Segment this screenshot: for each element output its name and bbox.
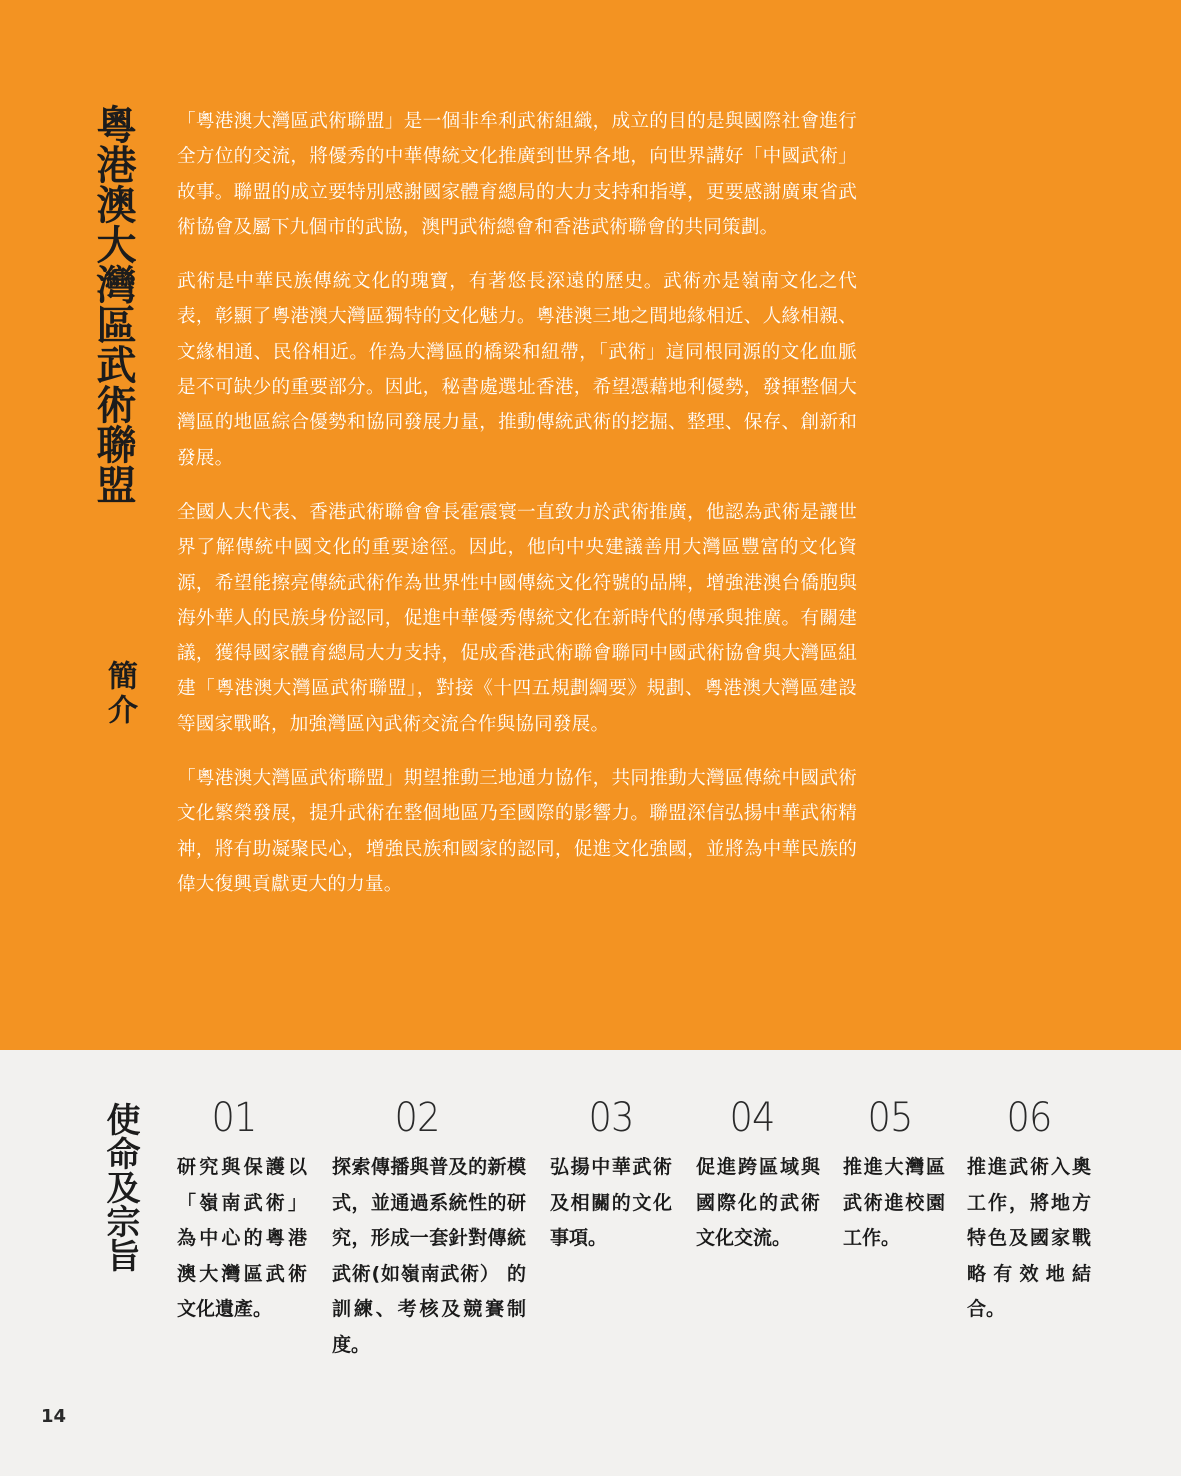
mission-number: 03 <box>588 1095 634 1141</box>
mission-item <box>332 1094 526 1363</box>
mission-text: 弘揚中華武術及相關的文化事項。 <box>550 1156 672 1249</box>
intro-paragraph: 「粵港澳大灣區武術聯盟」期望推動三地通力協作，共同推動大灣區傳統中國武術文化繁榮發展，提升武術在整個地區乃至國際的影響力。聯盟深信弘揚中華武術精神，將有助凝聚民心，增強民族和國家的認同，促進文化強國，並將為中華民族的偉大復興貢獻更大的力量。 <box>177 768 857 895</box>
intro-subtitle: 簡介 <box>102 660 137 728</box>
mission-number: 02 <box>394 1095 440 1141</box>
mission-number: 01 <box>211 1095 257 1141</box>
mission-item <box>177 1094 307 1328</box>
mission-text: 探索傳播與普及的新模式，並通過系統性的研究，形成一套針對傳統武術(如嶺南武術） 的訓練、考核及競賽制度。 <box>332 1156 526 1356</box>
mission-text: 推進武術入奧工作，將地方特色及國家戰略有效地結合。 <box>967 1156 1091 1320</box>
intro-title: 粵港澳大灣區武術聯盟 <box>90 104 137 504</box>
mission-title: 使命及宗旨 <box>100 1102 140 1272</box>
mission-item <box>696 1094 820 1257</box>
mission-item <box>843 1094 945 1257</box>
intro-paragraph: 武術是中華民族傳統文化的瑰寶，有著悠長深遠的歷史。武術亦是嶺南文化之代表，彰顯了粵港澳大灣區獨特的文化魅力。粵港澳三地之間地緣相近、人緣相親、文緣相通、民俗相近。作為大灣區的橋梁和紐帶，「武術」這同根同源的文化血脈是不可缺少的重要部分。因此，秘書處選址香港，希望憑藉地利優勢，發揮整個大灣區的地區綜合優勢和協同發展力量，推動傳統武術的挖掘、整理、保存、創新和發展。 <box>177 271 857 469</box>
mission-number: 06 <box>1006 1095 1052 1141</box>
intro-paragraph: 「粵港澳大灣區武術聯盟」是一個非牟利武術組織，成立的目的是與國際社會進行全方位的交流，將優秀的中華傳統文化推廣到世界各地，向世界講好「中國武術」故事。聯盟的成立要特別感謝國家體育總局的大力支持和指導，更要感謝廣東省武術協會及屬下九個市的武協，澳門武術總會和香港武術聯會的共同策劃。 <box>177 111 857 238</box>
mission-number: 04 <box>729 1095 775 1141</box>
mission-text: 促進跨區域與國際化的武術文化交流。 <box>696 1156 820 1249</box>
page-number: 14 <box>41 1406 67 1427</box>
mission-text: 研究與保護以「嶺南武術」為中心的粵港澳大灣區武術文化遺產。 <box>177 1156 307 1320</box>
intro-paragraph: 全國人大代表、香港武術聯會會長霍震寰一直致力於武術推廣，他認為武術是讓世界了解傳統中國文化的重要途徑。因此，他向中央建議善用大灣區豐富的文化資源，希望能擦亮傳統武術作為世界性中國傳統文化符號的品牌，增強港澳台僑胞與海外華人的民族身份認同，促進中華優秀傳統文化在新時代的傳承與推廣。有關建議，獲得國家體育總局大力支持，促成香港武術聯會聯同中國武術協會與大灣區組建「粵港澳大灣區武術聯盟」，對接《十四五規劃綱要》規劃、粵港澳大灣區建設等國家戰略，加強灣區內武術交流合作與協同發展。 <box>177 501 857 735</box>
mission-text: 推進大灣區武術進校園工作。 <box>843 1156 945 1249</box>
mission-item <box>550 1094 672 1257</box>
mission-number: 05 <box>867 1095 913 1141</box>
mission-item <box>967 1094 1091 1328</box>
intro-body <box>177 104 857 921</box>
